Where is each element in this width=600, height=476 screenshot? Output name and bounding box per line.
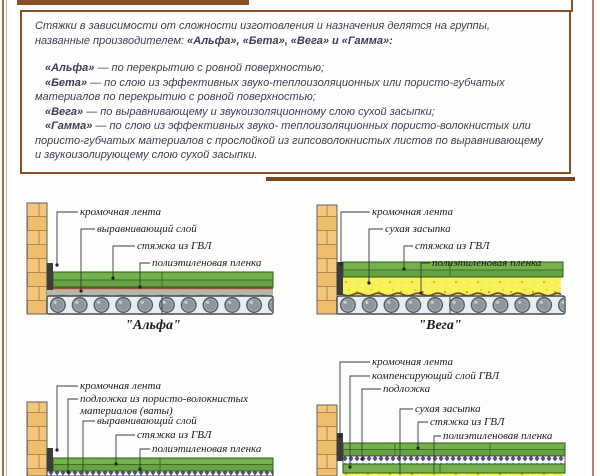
dry-backfill-texture: [343, 277, 561, 295]
item-name: «Гамма»: [45, 120, 93, 132]
underlay-layer: [343, 456, 565, 464]
slab-cores: [338, 297, 564, 313]
item-name: «Бета»: [45, 76, 88, 89]
gvl-lower-board: [344, 270, 563, 277]
edge-tape: [337, 262, 344, 295]
brick-wall: [27, 203, 47, 314]
brick-wall: [317, 205, 337, 314]
item-name: «Альфа»: [45, 62, 95, 74]
item-text: — по слою из эффективных звуко-теплоизоляционных или пористо-губчатых материалов по перекрытию с ровной поверхностью;: [35, 76, 505, 103]
item-name: «Вега»: [45, 105, 84, 118]
layer-label: подложка из пористо-волокнистых материалов (ваты): [80, 393, 249, 417]
layer-label: сухая засыпка: [385, 223, 451, 235]
layer-label: стяжка из ГВЛ: [137, 240, 212, 252]
layer-label: полиэтиленовая пленка: [152, 257, 262, 269]
intro-text: Стяжки в зависимости от сложности изготовления и назначения делятся на группы, названные производителем:: [35, 20, 490, 47]
layer-label: подложка: [383, 383, 431, 395]
gvl-lower-board: [54, 465, 273, 471]
layer-label: стяжка из ГВЛ: [430, 416, 505, 428]
diagram-caption-vega: "Вега": [418, 318, 462, 333]
layer-label: выравнивающий слой: [97, 415, 197, 427]
slab-cores: [48, 297, 272, 313]
fiber-underlay-layer: [47, 471, 273, 476]
layer-label: стяжка из ГВЛ: [415, 240, 490, 252]
layer-label: компенсирующий слой ГВЛ: [372, 370, 500, 382]
item-text: — по выравнивающему и звукоизоляционному слою сухой засыпки;: [83, 105, 435, 118]
gvl-lower-board: [344, 450, 565, 456]
layer-label: кромочная лента: [372, 206, 454, 218]
diagram-caption-alpha: "Альфа": [125, 318, 181, 333]
layer-label: стяжка из ГВЛ: [137, 429, 212, 441]
layer-label: полиэтиленовая пленка: [443, 430, 553, 442]
edge-tape: [47, 448, 54, 471]
layer-label: кромочная лента: [372, 356, 454, 368]
group-names: «Альфа», «Бета», «Вега» и «Гамма»:: [187, 34, 393, 47]
edge-tape: [47, 263, 54, 290]
layer-label: полиэтиленовая пленка: [432, 257, 542, 269]
layer-label: выравнивающий слой: [97, 223, 197, 235]
layer-label: полиэтиленовая пленка: [152, 443, 262, 455]
layer-label: кромочная лента: [80, 380, 162, 392]
brick-wall: [317, 405, 337, 476]
gvl-lower-board: [54, 280, 273, 287]
item-text: — по слою из эффективных звуко- теплоизоляционных пористо-волокнистых или пористо-губчатых материалов с прослойкой из гипсоволокнистых листов по выравнивающему и звукоизолирующему слою сухой засыпки.: [35, 120, 543, 161]
layer-label: сухая засыпка: [415, 403, 481, 415]
compensating-gvl-layer: [343, 464, 565, 473]
layer-label: кромочная лента: [80, 206, 162, 218]
item-text: — по перекрытию с ровной поверхностью;: [94, 62, 325, 74]
brick-wall: [27, 402, 47, 476]
